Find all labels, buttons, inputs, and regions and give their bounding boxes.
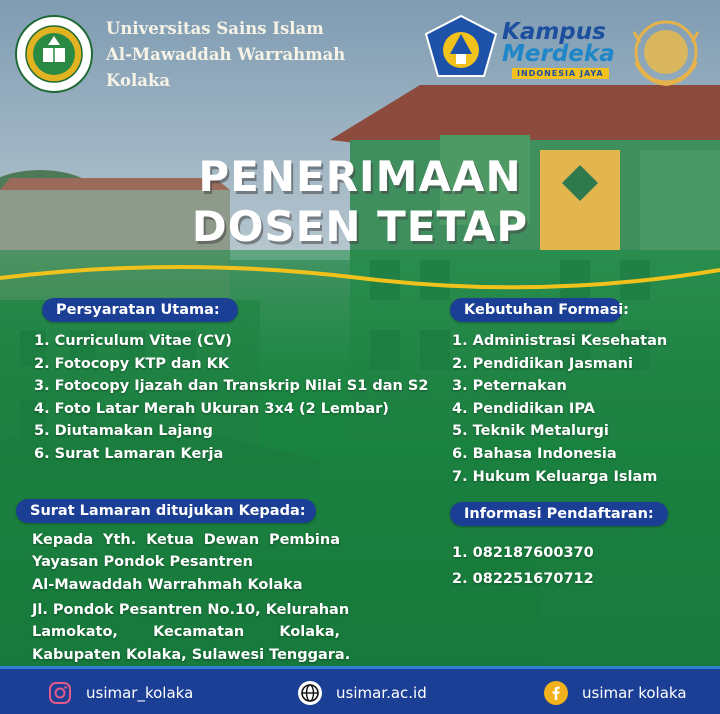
website-link[interactable] (298, 681, 427, 705)
page-title (0, 152, 720, 252)
persyaratan-heading: Persyaratan Utama: (42, 298, 238, 322)
recipient-word: Kepada (32, 532, 94, 548)
address-line-2 (32, 621, 340, 643)
list-item: 2. Pendidikan Jasmani (452, 355, 633, 372)
formasi-list (452, 330, 714, 488)
globe-icon (298, 681, 322, 705)
formasi-heading: Kebutuhan Formasi: (450, 298, 622, 322)
recipient-line-3: Al-Mawaddah Warrahmah Kolaka (32, 576, 303, 593)
instagram-icon (48, 681, 72, 705)
facebook-link[interactable] (544, 681, 687, 705)
recipient-word: Dewan (203, 532, 260, 548)
recipient-block (32, 529, 340, 596)
list-item: 4. Foto Latar Merah Ukuran 3x4 (2 Lembar) (34, 400, 389, 417)
title-line-1: PENERIMAAN (198, 152, 522, 201)
title-line-2: DOSEN TETAP (191, 202, 529, 251)
list-item: 1. Curriculum Vitae (CV) (34, 333, 232, 349)
instagram-link[interactable] (48, 681, 193, 705)
address-word: Kolaka, (279, 624, 340, 641)
university-name-line-1: Universitas Sains Islam (106, 19, 324, 38)
facebook-handle: usimar kolaka (582, 684, 687, 702)
address-block (32, 599, 351, 666)
list-item: 5. Teknik Metalurgi (452, 423, 609, 440)
phone-number[interactable]: 1. 082187600370 (452, 545, 594, 561)
footer-bar (0, 666, 720, 714)
phone-number[interactable]: 2. 082251670712 (452, 571, 594, 587)
list-item: 4. Pendidikan IPA (452, 400, 595, 417)
recipient-word: Ketua (146, 532, 194, 548)
kampus-merdeka-line-1: Kampus (502, 19, 606, 45)
address-word: Kecamatan (153, 624, 245, 641)
university-name-line-3: Kolaka (106, 71, 171, 90)
list-item: 6. Surat Lamaran Kerja (34, 445, 224, 462)
kampus-merdeka-line-2: Merdeka (502, 41, 615, 67)
university-name (106, 16, 345, 94)
recipient-line-1 (32, 529, 340, 551)
address-line-1: Jl. Pondok Pesantren No.10, Kelurahan (32, 602, 350, 618)
list-item: 3. Peternakan (452, 378, 567, 395)
kampus-merdeka-line-3: INDONESIA JAYA (512, 68, 609, 79)
list-item: 7. Hukum Keluarga Islam (452, 468, 658, 485)
university-name-line-2: Al-Mawaddah Warrahmah (106, 45, 346, 64)
list-item: 5. Diutamakan Lajang (34, 423, 213, 440)
address-word: Lamokato, (32, 624, 118, 641)
phone-list (452, 540, 672, 592)
instagram-handle: usimar_kolaka (86, 684, 194, 702)
list-item: 6. Bahasa Indonesia (452, 445, 617, 462)
surat-heading: Surat Lamaran ditujukan Kepada: (16, 499, 316, 523)
website-url: usimar.ac.id (336, 684, 427, 702)
address-line-3: Kabupaten Kolaka, Sulawesi Tenggara. (32, 646, 351, 663)
university-logo (14, 14, 94, 94)
tut-wuri-handayani-logo (422, 14, 500, 84)
kampus-merdeka-logo (502, 20, 618, 80)
persyaratan-list (34, 330, 434, 466)
list-item: 3. Fotocopy Ijazah dan Transkrip Nilai S1 dan S2 (34, 378, 429, 395)
facebook-icon (544, 681, 568, 705)
recipient-word: Pembina (268, 532, 340, 548)
recipient-word: Yth. (102, 532, 137, 548)
informasi-heading: Informasi Pendaftaran: (450, 502, 668, 526)
list-item: 2. Fotocopy KTP dan KK (34, 355, 230, 372)
recipient-line-2: Yayasan Pondok Pesantren (32, 554, 253, 571)
list-item: 1. Administrasi Kesehatan (452, 333, 668, 349)
accreditation-badge (626, 12, 706, 92)
wave-divider (0, 248, 720, 298)
